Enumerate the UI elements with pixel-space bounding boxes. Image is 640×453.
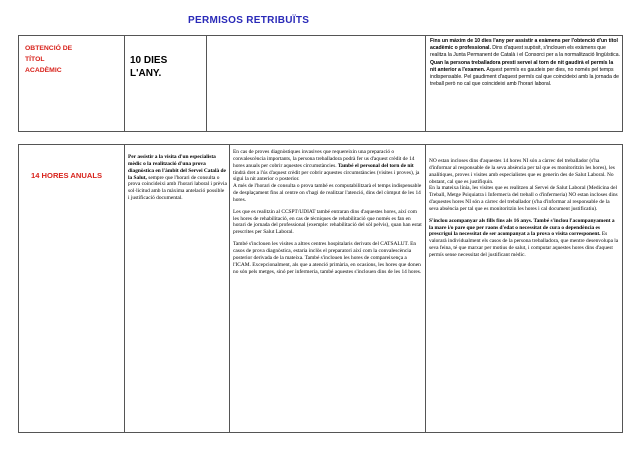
description-text	[128, 154, 227, 202]
description-bold: Per assistir a la visita d'un especialista mèdic o la realització d'una prova diagnòstica en l'àmbit del Servei Català de la Salut,	[128, 154, 226, 181]
details-cell	[230, 145, 426, 432]
details-cell	[426, 36, 622, 131]
text: Es valorarà individualment els casos de la persona treballadora, que mentre desenvolupa la seva feina, té que marxar per motius de salut, i computar aquestes hores dins d'aquest permís sense necessitat del justificant mèdic.	[429, 231, 619, 258]
row-label-line: OBTENCIÓ DE	[25, 45, 73, 52]
paragraph: NO estan incloses dins d'aquestes 14 hores NI són a càrrec del treballador (s'ha d'informar al responsable de la seva absència per tal que es monitoritzin les hores), les analítiques, proves i visites amb especialistes que es generin des de Salut Laboral. No obstant, cal que es justifiquin.	[429, 158, 615, 185]
table-row-medical	[18, 144, 623, 433]
duration-line: L'ANY.	[130, 68, 162, 79]
exceptions-cell	[426, 145, 622, 432]
row-label-line: TÍTOL	[25, 56, 45, 63]
row-label: 14 HORES ANUALS	[31, 171, 103, 180]
description-cell	[125, 145, 230, 432]
bold-text: També el personal del torn de nit	[336, 162, 414, 169]
paragraph	[233, 149, 422, 183]
description-rest: sempre que l'horari de consulta o prova coincideixi amb l'horari laboral i prèvia sol·licitud amb la màxima antelació possible i justificació documental.	[128, 174, 227, 202]
empty-cell	[207, 36, 426, 131]
paragraph	[429, 218, 620, 259]
text: tindrà dret a l'ús d'aquest crèdit per cobrir aquestes circumstàncies (visites i proves), ja sigui la nit anterior o posterior.	[233, 169, 420, 183]
details-bold-1: Fins un màxim de 10 dies l'any per assistir a exàmens per l'obtenció d'un títol acadèmic o professional.	[430, 38, 618, 52]
duration-line: 10 DIES	[130, 55, 168, 66]
duration-cell	[125, 36, 207, 131]
paragraph: També s'inclouen les visites a altres centres hospitalaris derivats del CATSALUT. En casos de prova diagnòstica, estaria inclòs el preparatori així com la convalescència posterior derivada de la mateixa. També s'inclouen les hores de compareixença a l'ICAM. Excepcionalment, als que a atenció primària, en ocasions, les hores que donen no són pels metges, sinó per infermeria, també aquestes s'inclouen dins de les 14 hores.	[233, 241, 422, 275]
paragraph: En la mateixa línia, les visites que es realitzen al Servei de Salut Laboral (Medicina del Treball, Metge Psiquiatra i Infermer/a del treball o d'infermeria) NO estan incloses dins d'aquestes hores NI són a càrrec del treballador (s'ha d'informar al responsable de la seva absència per tal que es monitoritzin les hores i cal document justificatiu).	[429, 185, 618, 212]
exceptions-text	[429, 158, 620, 259]
details-text	[430, 38, 620, 88]
paragraph: Les que es realitzin al CCSPT/UDIAT també entraran dins d'aquestes hores, així com les hores de rehabilitació, en cas de tècniques de rehabilitació que només es fan en horari de jornada del professional (exemple: rehabilitació del sòl pelvis), quan han estat prescrites per Salut Laboral.	[233, 208, 422, 236]
label-cell	[19, 145, 125, 432]
bold-text: S'inclou acompanyar als fills fins als 16 anys. També s'inclou l'acompanyament a la mare i/o pare que per raons d'edat o necessitat de cura o dependència es prescrigui la necessitat de ser acompanyat a la prova o visita corresponent.	[429, 217, 615, 238]
text: En cas de proves diagnòstiques invasives que requereixin una preparació o convalescència importants, la persona treballadora podrà fer us d'aquest crèdit de 14 hores anuals per cobrir aquestes circumstàncies.	[233, 149, 415, 169]
paragraph: A més de l'horari de consulta o prova també es computabilitzarà el temps indispensable de desplaçament fins al centre on s'hagi de realitzar l'atenció, dins del còmput de les 14 hores.	[233, 183, 422, 203]
details-bold-3: Quan la persona treballadora presti servei al torn de nit gaudirà el permís la nit anterior a l'examen.	[430, 59, 614, 73]
details-text-2: Dins d'aquest supòsit, s'inclouen els exàmens que realitza la Junta Permanent de Català i el Consorci per a la normalització lingüística.	[430, 45, 620, 59]
details-text-5: Pel gaudiment d'aquest permís cal que coincideixi amb la jornada de treball però no cal que coincideixi amb l'horari laboral.	[430, 74, 620, 88]
row-label-line: ACADÈMIC	[25, 67, 62, 74]
details-text-4: Aquest permís es gaudeix per dies, no només pel temps indispensable.	[430, 66, 614, 81]
label-cell	[19, 36, 125, 131]
details-text	[233, 149, 422, 275]
page-title: PERMISOS RETRIBUÏTS	[188, 15, 310, 26]
table-row-academic	[18, 35, 623, 132]
